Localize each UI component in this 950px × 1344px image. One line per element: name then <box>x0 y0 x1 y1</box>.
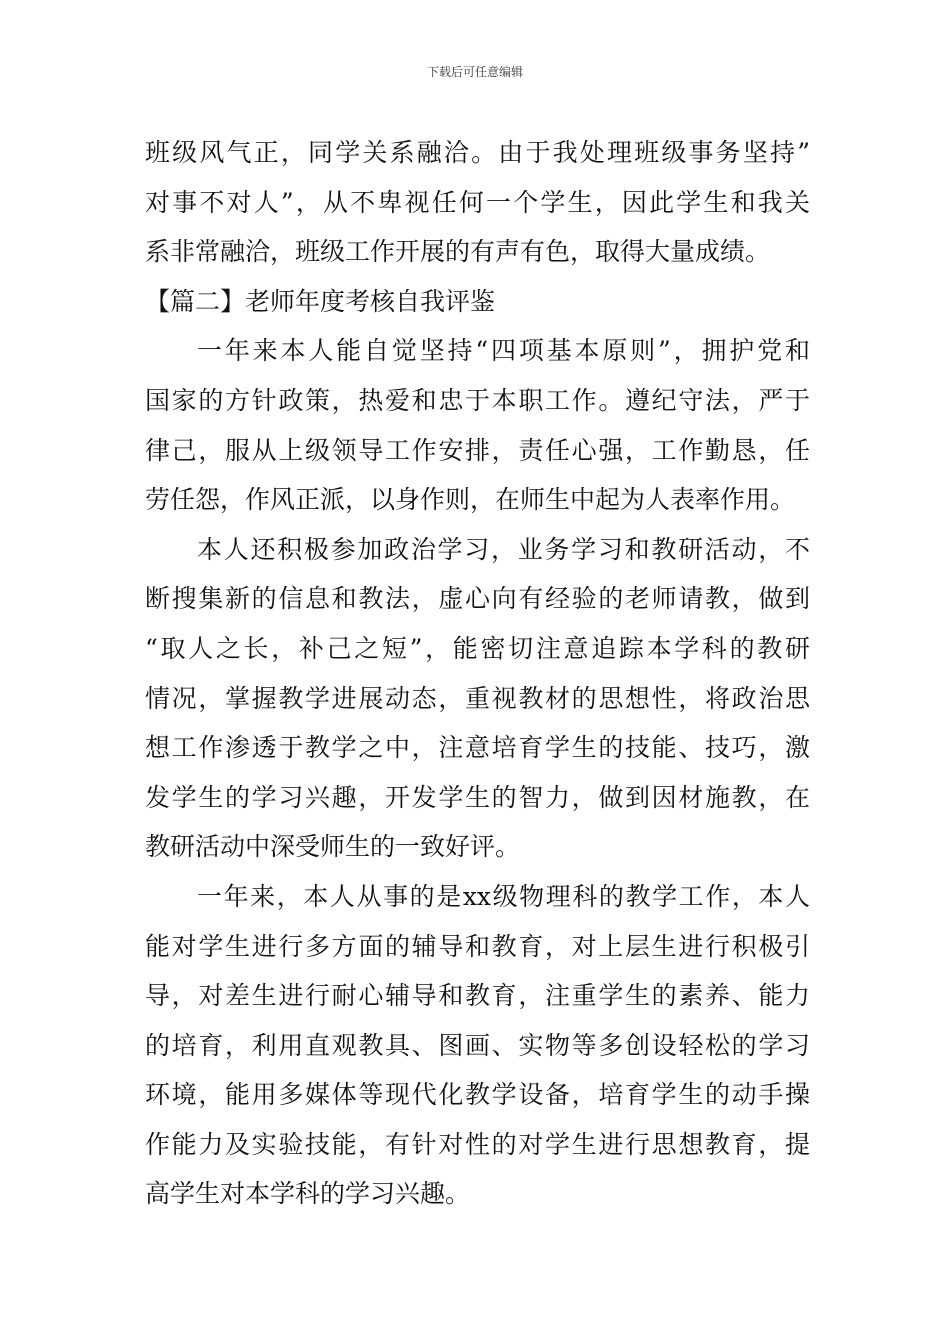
text-line: 系非常融洽，班级工作开展的有声有色，取得大量成绩。 <box>145 237 771 267</box>
text-line: 想工作渗透于教学之中，注意培育学生的技能、技巧，激 <box>145 733 810 763</box>
text-line: 高学生对本学科的学习兴趣。 <box>145 1179 471 1209</box>
section-heading: 【篇二】老师年度考核自我评鉴 <box>145 286 496 316</box>
text-line: 导，对差生进行耐心辅导和教育，注重学生的素养、能力 <box>145 981 810 1011</box>
text-line: 发学生的学习兴趣，开发学生的智力，做到因材施教，在 <box>145 782 810 812</box>
text-line: 一年来，本人从事的是xx级物理科的教学工作，本人 <box>197 881 810 911</box>
text-line: 班级风气正，同学关系融洽。由于我处理班级事务坚持” <box>145 138 810 167</box>
text-line: 作能力及实验技能，有针对性的对学生进行思想教育，提 <box>145 1129 810 1159</box>
text-line: 教研活动中深受师生的一致好评。 <box>145 832 521 862</box>
text-line: 对事不对人”，从不卑视任何一个学生，因此学生和我关 <box>145 187 810 217</box>
page-header: 下载后可任意编辑 <box>426 65 523 79</box>
text-line: 的培育，利用直观教具、图画、实物等多创设轻松的学习 <box>145 1030 810 1060</box>
text-line: 一年来本人能自觉坚持“四项基本原则”，拥护党和 <box>197 336 810 366</box>
text-line: 断搜集新的信息和教法，虚心向有经验的老师请教，做到 <box>145 584 810 614</box>
text-line: 能对学生进行多方面的辅导和教育，对上层生进行积极引 <box>145 931 810 961</box>
text-line: 环境，能用多媒体等现代化教学设备，培育学生的动手操 <box>145 1080 810 1110</box>
text-line: 国家的方针政策，热爱和忠于本职工作。遵纪守法，严于 <box>145 385 810 415</box>
text-line: 律己，服从上级领导工作安排，责任心强，工作勤恳，任 <box>145 435 810 465</box>
text-line: “取人之长，补己之短”，能密切注意追踪本学科的教研 <box>145 633 810 663</box>
text-line: 情况，掌握教学进展动态，重视教材的思想性，将政治思 <box>145 683 810 713</box>
document-body <box>145 128 810 1219</box>
text-line: 劳任怨，作风正派，以身作则，在师生中起为人表率作用。 <box>145 485 796 515</box>
text-line: 本人还积极参加政治学习，业务学习和教研活动，不 <box>197 534 810 564</box>
